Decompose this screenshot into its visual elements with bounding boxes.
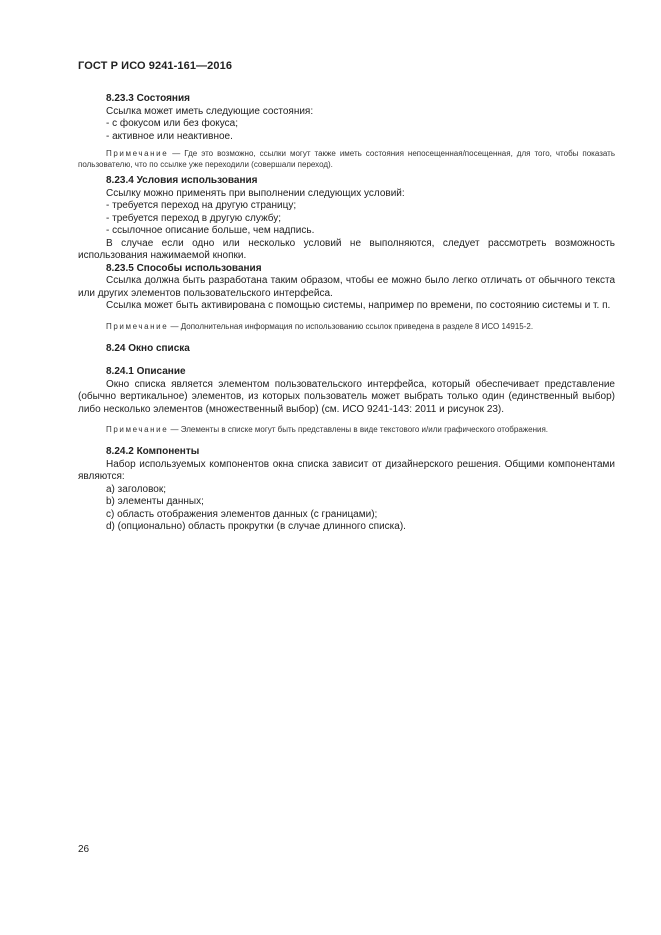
section-8-24-title: 8.24 Окно списка [106, 342, 190, 354]
section-8-23-4-intro: Ссылку можно применять при выполнении следующих условий: [106, 187, 405, 199]
section-8-23-4-outro: В случае если одно или несколько условий не выполняются, следует рассмотреть возможность использования нажимаемой кнопки. [78, 237, 615, 261]
section-8-23-3-title: 8.23.3 Состояния [106, 93, 190, 104]
list-item: c) область отображения элементов данных (с границами); [106, 508, 378, 520]
list-item: - ссылочное описание больше, чем надпись. [106, 225, 315, 236]
list-item: - требуется переход на другую страницу; [106, 200, 297, 211]
section-8-23-4-title: 8.23.4 Условия использования [106, 175, 258, 186]
section-8-23-5-para2: Ссылка может быть активирована с помощью системы, например по времени, по состоянию системы и т. п. [106, 300, 611, 311]
document-body [78, 93, 615, 534]
section-8-23-5-para1: Ссылка должна быть разработана таким образом, чтобы ее можно было легко отличать от обычного текста или других элементов пользовательского интерфейса. [78, 275, 615, 299]
section-8-24-2-title: 8.24.2 Компоненты [106, 446, 200, 457]
section-8-23-5-note [78, 321, 615, 332]
note-text: — Элементы в списке могут быть представлены в виде текстового и/или графического отображения. [168, 425, 549, 434]
note-label: Примечание [106, 425, 169, 434]
note-text: — Где это возможно, ссылки могут также иметь состояния непосещенная/посещенная, для того, чтобы показать пользователю, что по ссылке уже переходили (совершали переход). [78, 149, 615, 169]
section-8-23-3-intro: Ссылка может иметь следующие состояния: [106, 105, 314, 117]
section-8-24-1-note [78, 424, 615, 435]
note-label: Примечание [106, 149, 169, 158]
list-item: - с фокусом или без фокуса; [106, 118, 238, 129]
note-label: Примечание [106, 321, 169, 331]
section-8-24-1-para: Окно списка является элементом пользовательского интерфейса, который обеспечивает представление (обычно вертикальное) элементов, из которых пользователь может выбрать только один (единственный выбор) либо несколько элементов (множественный выбор) (см. ИСО 9241-143: 2011 и рисунок 23). [78, 378, 615, 415]
section-8-23-5-title: 8.23.5 Способы использования [106, 262, 262, 274]
section-8-23-3-note [78, 148, 615, 170]
list-item: b) элементы данных; [106, 496, 204, 507]
page-number: 26 [78, 844, 90, 855]
list-item: d) (опционально) область прокрутки (в случае длинного списка). [106, 521, 406, 532]
list-item: - активное или неактивное. [106, 130, 233, 142]
note-text: — Дополнительная информация по использованию ссылок приведена в разделе 8 ИСО 14915-2. [168, 321, 534, 331]
document-header: ГОСТ Р ИСО 9241-161—2016 [78, 60, 233, 72]
section-8-24-1-title: 8.24.1 Описание [106, 366, 186, 377]
list-item: - требуется переход в другую службу; [106, 212, 282, 224]
list-item: a) заголовок; [106, 483, 167, 495]
section-8-24-2-intro: Набор используемых компонентов окна списка зависит от дизайнерского решения. Общими компонентами являются: [78, 458, 615, 482]
